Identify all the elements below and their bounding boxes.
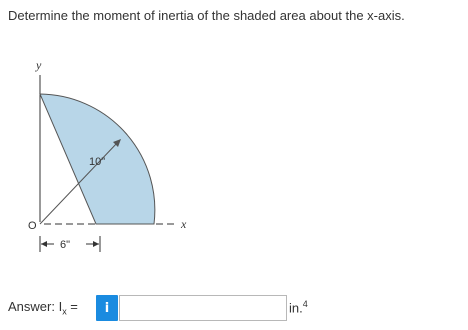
radius-label: 10" (89, 156, 106, 168)
question-text: Determine the moment of inertia of the shaded area about the x-axis. (8, 8, 405, 23)
info-button[interactable]: i (96, 295, 118, 321)
answer-input[interactable] (119, 295, 287, 321)
answer-label-subscript: x (62, 306, 67, 317)
answer-label (8, 299, 78, 317)
x-axis-label: x (181, 217, 187, 231)
units-text: in. (289, 300, 303, 316)
units-label (289, 299, 308, 315)
offset-label: 6" (60, 239, 71, 251)
units-exponent: 4 (302, 299, 308, 309)
y-axis-label: y (36, 58, 42, 72)
answer-label-prefix: Answer: I (8, 299, 63, 314)
dimension-arrowhead-left (41, 241, 47, 247)
origin-label: O (28, 220, 37, 232)
answer-label-suffix: = (66, 299, 78, 314)
dimension-arrowhead-right (93, 241, 99, 247)
